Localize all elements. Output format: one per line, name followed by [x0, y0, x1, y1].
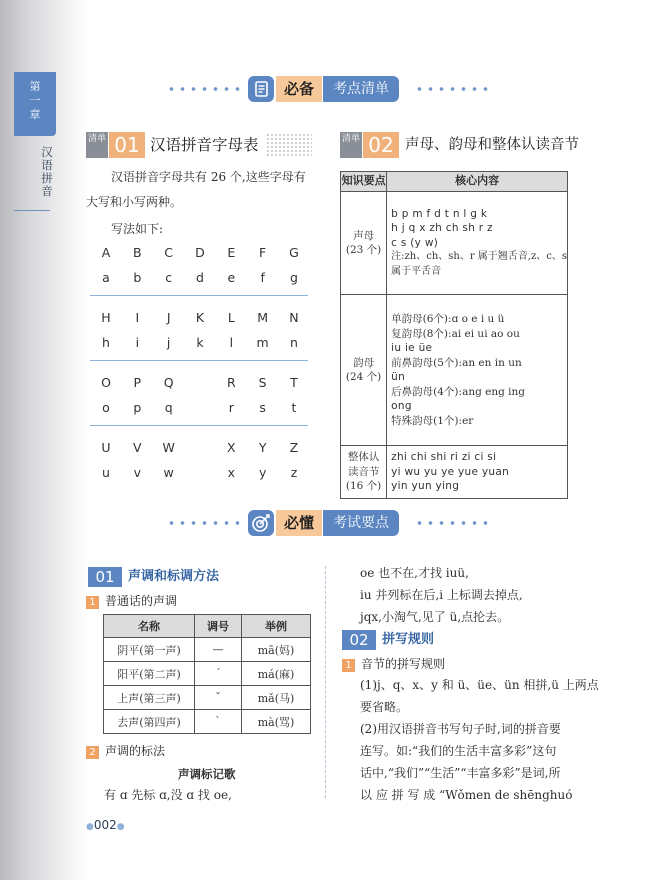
table-header-row [104, 615, 311, 638]
intro-line: 写法如下: [111, 222, 164, 236]
letter: C [164, 245, 174, 260]
letter: u [102, 465, 110, 480]
subsection-title: 音节的拼写规则 [361, 657, 446, 671]
letter: G [289, 245, 299, 260]
table-cell: ˊ [195, 662, 242, 686]
letter: K [195, 310, 205, 325]
content-line: zhi chi shi ri zi ci si [391, 451, 497, 464]
table-cell: mā(妈) [242, 638, 311, 662]
intro-line: 汉语拼音字母共有 26 个,这些字母有 [111, 170, 306, 184]
list-header-texture [266, 133, 312, 157]
content-line: 单韵母(6个):ɑ o e i u ü [391, 313, 505, 325]
content-line: c s (y w) [391, 236, 439, 249]
letter: l [229, 335, 234, 350]
letter: c [165, 270, 173, 285]
table-header: 知识要点 [341, 172, 387, 192]
letter: h [102, 335, 110, 350]
content-note: 属于平舌音 [391, 265, 442, 277]
letter: R [226, 375, 236, 390]
subsection-title: 普通话的声调 [105, 594, 178, 608]
section-number: 02 [342, 630, 376, 650]
letter: D [195, 245, 205, 260]
letter: I [135, 310, 140, 325]
letter: w [163, 465, 174, 480]
alphabet-divider [90, 425, 308, 426]
letter: a [102, 270, 110, 285]
banner-dots-left [166, 521, 242, 525]
row-label [341, 295, 387, 446]
list-number: 02 [363, 132, 399, 158]
alphabet-upper-row [90, 240, 308, 265]
table-row [104, 686, 311, 710]
table-row [341, 446, 568, 499]
table-header: 名称 [104, 615, 195, 638]
list-number: 01 [109, 132, 145, 158]
letter [190, 435, 210, 460]
banner-dots-right [414, 521, 490, 525]
alphabet-lower-row [90, 395, 308, 420]
column-divider [325, 566, 326, 798]
table-cell: 阴平(第一声) [104, 638, 195, 662]
page-number [86, 818, 125, 832]
table-row [104, 662, 311, 686]
letter: M [257, 310, 269, 325]
row-label [341, 192, 387, 295]
subsection-title: 声调的标法 [105, 744, 166, 758]
subsection-badge: 1 [342, 659, 355, 672]
letter: i [135, 335, 140, 350]
section-heading [88, 567, 318, 587]
letter: x [227, 465, 236, 480]
banner-sub-label: 考试要点 [323, 510, 399, 536]
table-header-row [341, 172, 568, 192]
chapter-char: 一 [29, 94, 41, 107]
letter: X [227, 440, 236, 455]
content-line: ün [391, 371, 406, 383]
chapter-char: 章 [29, 108, 41, 121]
content-line: yin yun ying [391, 480, 460, 493]
letter: z [290, 465, 298, 480]
table-cell: 阳平(第二声) [104, 662, 195, 686]
table-header: 调号 [195, 615, 242, 638]
letter: V [133, 440, 142, 455]
table-cell: má(麻) [242, 662, 311, 686]
intro-line: 大写和小写两种。 [86, 195, 183, 209]
table-row [341, 192, 568, 295]
table-header: 核心内容 [387, 172, 568, 192]
letter: P [133, 375, 142, 390]
letter: A [101, 245, 111, 260]
table-row [104, 710, 311, 734]
letter: S [258, 375, 267, 390]
row-label [341, 446, 387, 499]
letter: F [259, 245, 267, 260]
letter: O [101, 375, 111, 390]
letter: v [133, 465, 142, 480]
banner-checklist [0, 74, 658, 104]
rule-line: (1)j、q、x、y 和 ü、üe、ün 相拼,ü 上两点 [360, 678, 599, 692]
letter: f [260, 270, 265, 285]
table-header: 举例 [242, 615, 311, 638]
target-icon [248, 510, 274, 536]
letter: L [227, 310, 235, 325]
table-cell: ˇ [195, 686, 242, 710]
letter: m [256, 335, 269, 350]
section-heading [342, 630, 572, 650]
chapter-title: 汉语拼音 [41, 145, 53, 198]
section-title: 拼写规则 [382, 632, 435, 647]
content-line: b p m f d t n l g k [391, 207, 488, 220]
row-label-text: 整体认 [347, 451, 380, 464]
alphabet-lower-row [90, 330, 308, 355]
alphabet-divider [90, 295, 308, 296]
row-content [387, 295, 568, 446]
letter: q [164, 400, 173, 415]
letter: T [290, 375, 298, 390]
page-number-text: 002 [93, 818, 117, 832]
banner-dots-right [414, 87, 490, 91]
list-title: 汉语拼音字母表 [150, 136, 259, 154]
alphabet-upper-row [90, 370, 308, 395]
letter: g [290, 270, 298, 285]
letter [190, 370, 210, 395]
phonetics-table [340, 171, 568, 499]
table-cell: ˋ [195, 710, 242, 734]
song-line: jqx,小淘气,见了 ü,点抡去。 [360, 610, 510, 624]
table-row [104, 638, 311, 662]
content-line: ong [391, 400, 412, 412]
row-label-text: 读音节 [347, 465, 380, 478]
alphabet-divider [90, 360, 308, 361]
song-line: oe 也不在,才找 iuü, [360, 566, 469, 580]
row-label-text: 韵母 [353, 356, 375, 369]
letter: E [227, 245, 236, 260]
list-tag: 清单 [340, 132, 362, 158]
subsection-badge: 1 [86, 596, 99, 609]
letter: Z [289, 440, 299, 455]
letter: p [133, 400, 142, 415]
tone-table [103, 614, 311, 734]
row-label-text: 声母 [353, 229, 375, 242]
letter: s [259, 400, 266, 415]
content-note: 注:zh、ch、sh、r 属于翘舌音,z、c、s [391, 251, 567, 263]
banner-dots-left [166, 87, 242, 91]
letter: j [166, 335, 171, 350]
letter: J [166, 310, 171, 325]
chapter-divider [14, 210, 50, 211]
letter: N [289, 310, 299, 325]
content-line: iu ie üe [391, 342, 433, 354]
banner-exam-points [0, 508, 658, 538]
song-title: 声调标记歌 [178, 767, 236, 781]
row-count: (24 个) [345, 371, 382, 383]
content-line: 前鼻韵母(5个):an en in un [391, 356, 522, 369]
rule-line: 要省略。 [360, 700, 409, 714]
subsection-heading [342, 655, 445, 673]
alphabet-upper-row [90, 435, 308, 460]
letter: Y [258, 440, 267, 455]
letter: k [196, 335, 204, 350]
letter: o [102, 400, 110, 415]
table-row [341, 295, 568, 446]
rule-line: 以 应 拼 写 成 “Wǒmen de shēnghuó [360, 788, 573, 802]
chapter-char: 第 [29, 80, 41, 93]
table-cell: mǎ(马) [242, 686, 311, 710]
list-title: 声母、韵母和整体认读音节 [405, 137, 579, 153]
rule-line: (2)用汉语拼音书写句子时,词的拼音要 [360, 722, 561, 736]
document-icon [248, 76, 274, 102]
banner-main-label: 必备 [276, 76, 322, 102]
subsection-badge: 2 [86, 746, 99, 759]
alphabet-grid [90, 240, 308, 485]
letter: r [228, 400, 234, 415]
content-line: h j q x zh ch sh r z [391, 222, 493, 235]
letter: B [133, 245, 142, 260]
banner-main-label: 必懂 [276, 510, 322, 536]
alphabet-lower-row [90, 460, 308, 485]
section-number: 01 [88, 567, 122, 587]
letter: W [162, 440, 175, 455]
row-count: (16 个) [345, 480, 382, 493]
letter: b [133, 270, 142, 285]
banner-sub-label: 考点清单 [323, 76, 399, 102]
letter: n [290, 335, 298, 350]
letter: y [258, 465, 267, 480]
content-line: 特殊韵母(1个):er [391, 414, 474, 427]
dot-icon: ● [116, 822, 125, 832]
rule-line: 话中,“我们”“生活”“丰富多彩”是词,所 [360, 766, 561, 780]
letter: e [227, 270, 236, 285]
letter: H [101, 310, 111, 325]
dot-icon: ● [86, 822, 94, 832]
letter: Q [163, 375, 174, 390]
song-line: 有 ɑ 先标 ɑ,没 ɑ 找 oe, [104, 788, 232, 802]
alphabet-lower-row [90, 265, 308, 290]
alphabet-upper-row [90, 305, 308, 330]
table-cell: 上声(第三声) [104, 686, 195, 710]
table-cell: 去声(第四声) [104, 710, 195, 734]
letter: U [101, 440, 111, 455]
section-title: 声调和标调方法 [128, 569, 220, 584]
subsection-heading [86, 592, 177, 610]
letter [190, 460, 210, 485]
content-line: 后鼻韵母(4个):ang eng ing [391, 385, 526, 398]
row-count: (23 个) [345, 244, 382, 256]
row-content [387, 446, 568, 499]
content-line: yi wu yu ye yue yuan [391, 465, 510, 478]
letter: d [196, 270, 204, 285]
list-tag: 清单 [86, 132, 108, 158]
table-cell: — [195, 638, 242, 662]
table-cell: mà(骂) [242, 710, 311, 734]
row-content [387, 192, 568, 295]
letter: t [291, 400, 297, 415]
subsection-heading [86, 742, 165, 760]
letter [190, 395, 210, 420]
song-line: iu 并列标在后,i 上标调去掉点, [360, 588, 523, 602]
rule-line: 连写。如:“我们的生活丰富多彩”这句 [360, 744, 557, 758]
content-line: 复韵母(8个):ai ei ui ao ou [391, 327, 520, 340]
